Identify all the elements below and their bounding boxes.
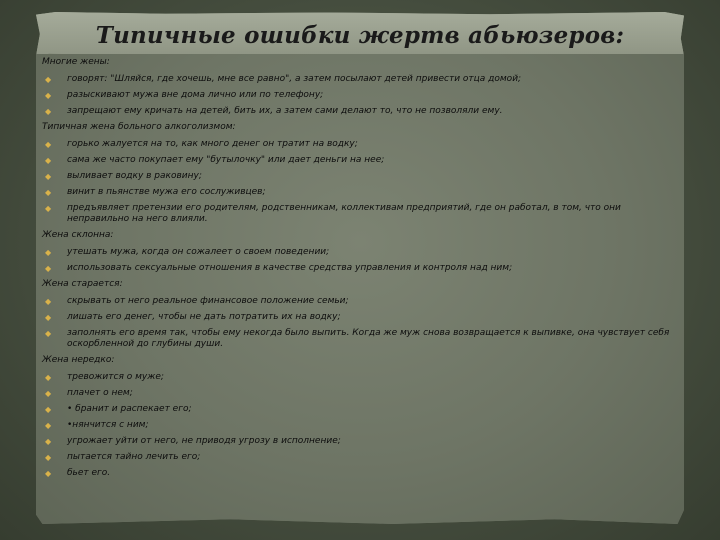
- list-item: [42, 187, 678, 198]
- list-item: [42, 139, 678, 150]
- bullet-icon: ◆: [45, 389, 52, 398]
- list-item: [42, 263, 678, 274]
- bullet-icon: ◆: [45, 469, 52, 478]
- bullet-icon: ◆: [45, 437, 52, 446]
- bullet-icon: ◆: [45, 421, 52, 430]
- slide-content: [42, 57, 678, 479]
- list-item-text: скрывать от него реальное финансовое положение семьи;: [67, 296, 349, 306]
- list-item-text: угрожает уйти от него, не приводя угрозу в исполнение;: [67, 436, 341, 446]
- list-item: [42, 90, 678, 101]
- bullet-icon: ◆: [45, 313, 52, 322]
- list-item-text: разыскивают мужа вне дома лично или по телефону;: [67, 90, 324, 100]
- list-item-text: пытается тайно лечить его;: [67, 452, 201, 462]
- list-item: [42, 296, 678, 307]
- list-item: [42, 420, 678, 431]
- list-item: [42, 372, 678, 383]
- list-item: [42, 436, 678, 447]
- list-item-text: лишать его денег, чтобы не дать потратить их на водку;: [67, 312, 341, 322]
- section-heading: Жена склонна:: [42, 230, 114, 240]
- list-item-text: утешать мужа, когда он сожалеет о своем поведении;: [67, 247, 330, 257]
- list-item-text: говорят: "Шляйся, где хочешь, мне все равно", а затем посылают детей привести отца домой;: [67, 74, 522, 84]
- list-item-text: винит в пьянстве мужа его сослуживцев;: [67, 187, 266, 197]
- list-item-text: плачет о нем;: [67, 388, 133, 398]
- list-item-text: использовать сексуальные отношения в качестве средства управления и контроля над ним;: [67, 263, 513, 273]
- bullet-icon: ◆: [45, 405, 52, 414]
- bullet-icon: ◆: [45, 453, 52, 462]
- list-item: [42, 203, 678, 225]
- list-item: [42, 452, 678, 463]
- list-item-text: • бранит и распекает его;: [67, 404, 192, 414]
- list-item-text: горько жалуется на то, как много денег он тратит на водку;: [67, 139, 358, 149]
- bullet-icon: ◆: [45, 329, 52, 338]
- bullet-icon: ◆: [45, 188, 52, 197]
- bullet-icon: ◆: [45, 248, 52, 257]
- list-item: [42, 312, 678, 323]
- bullet-icon: ◆: [45, 264, 52, 273]
- bullet-icon: ◆: [45, 91, 52, 100]
- list-item-text: выливает водку в раковину;: [67, 171, 202, 181]
- list-item: [42, 155, 678, 166]
- list-item-text: запрещают ему кричать на детей, бить их, а затем сами делают то, что не позволяли ему.: [67, 106, 503, 116]
- slide-title: Типичные ошибки жертв абьюзеров:: [95, 22, 625, 49]
- list-item: [42, 328, 678, 350]
- list-item: [42, 171, 678, 182]
- section-heading: Типичная жена больного алкоголизмом:: [42, 122, 236, 132]
- list-item-text: заполнять его время так, чтобы ему некогда было выпить. Когда же муж снова возвращается к выпивке, она чувствует себя оскорбленной до глубины души.: [67, 328, 670, 349]
- list-item: [42, 404, 678, 415]
- list-item: [42, 468, 678, 479]
- section-heading: Многие жены:: [42, 57, 110, 67]
- section-heading: Жена старается:: [42, 279, 123, 289]
- bullet-icon: ◆: [45, 156, 52, 165]
- bullet-icon: ◆: [45, 140, 52, 149]
- bullet-icon: ◆: [45, 107, 52, 116]
- list-item-text: сама же часто покупает ему "бутылочку" или дает деньги на нее;: [67, 155, 385, 165]
- bullet-icon: ◆: [45, 172, 52, 181]
- list-item-text: тревожится о муже;: [67, 372, 164, 382]
- bullet-icon: ◆: [45, 204, 52, 213]
- list-item-text: предъявляет претензии его родителям, родственникам, коллективам предприятий, где он работал, в том, что они неправильно на него влияли.: [67, 203, 621, 224]
- list-item: [42, 74, 678, 85]
- section-heading: Жена нередко:: [42, 355, 115, 365]
- list-item: [42, 388, 678, 399]
- list-item-text: бьет его.: [67, 468, 111, 478]
- list-item-text: •нянчится с ним;: [67, 420, 149, 430]
- bullet-icon: ◆: [45, 75, 52, 84]
- list-item: [42, 247, 678, 258]
- bullet-icon: ◆: [45, 373, 52, 382]
- bullet-icon: ◆: [45, 297, 52, 306]
- list-item: [42, 106, 678, 117]
